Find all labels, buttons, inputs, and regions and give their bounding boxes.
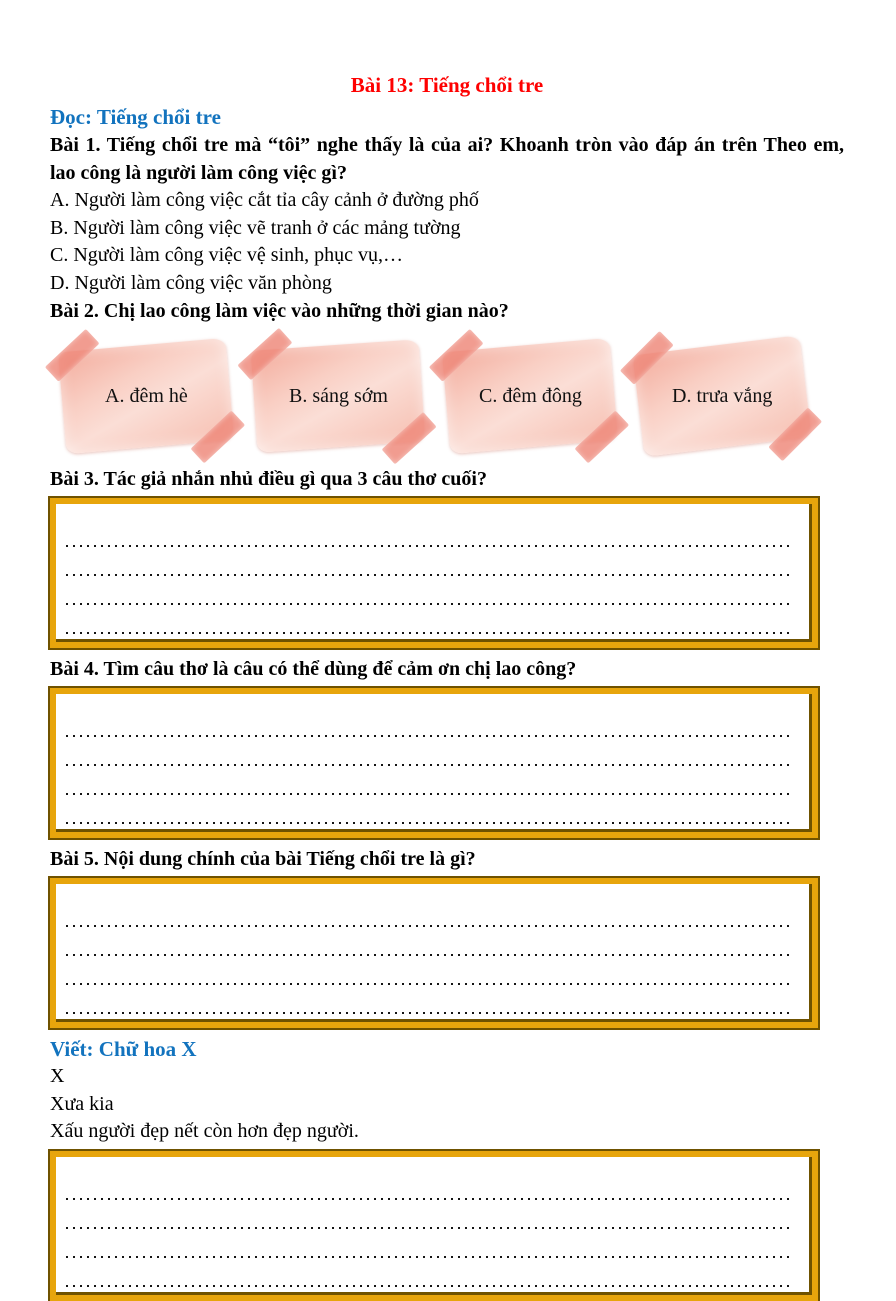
viet-practice-box: [50, 1151, 818, 1301]
answer-line: [66, 1258, 794, 1287]
exercise1-option-c: C. Người làm công việc vệ sinh, phục vụ,…: [50, 244, 404, 266]
viet-line-letter: X: [50, 1065, 65, 1087]
answer-line: [66, 576, 794, 605]
viet-line-sentence: Xấu người đẹp nết còn hơn đẹp người.: [50, 1120, 359, 1142]
answer-line: [66, 547, 794, 576]
exercise4-prompt: Bài 4. Tìm câu thơ là câu có thể dùng để cảm ơn chị lao công?: [50, 658, 577, 680]
exercise2-answer-cards: [62, 335, 844, 457]
answer-line: [66, 518, 794, 547]
exercise5-prompt: Bài 5. Nội dung chính của bài Tiếng chổi tre là gì?: [50, 848, 476, 870]
answer-line: [66, 898, 794, 927]
viet-section-heading: Viết: Chữ hoa X: [50, 1037, 197, 1061]
exercise1-prompt: Bài 1. Tiếng chổi tre mà “tôi” nghe thấy là của ai? Khoanh tròn vào đáp án trên Theo em, lao công là người làm công việc gì?: [50, 134, 844, 184]
answer-card-a: [58, 338, 234, 454]
exercise1-options: [50, 187, 844, 297]
exercise1-option-a: A. Người làm công việc cắt tỉa cây cảnh ở đường phố: [50, 189, 479, 211]
answer-line: [66, 1171, 794, 1200]
answer-card-a-label: A. đêm hè: [104, 384, 188, 407]
viet-line-word: Xưa kia: [50, 1092, 114, 1115]
exercise1-option-b: B. Người làm công việc vẽ tranh ở các mảng tường: [50, 216, 461, 239]
answer-card-b-label: B. sáng sớm: [288, 384, 388, 407]
answer-line: [66, 766, 794, 795]
answer-line: [66, 708, 794, 737]
answer-line: [66, 737, 794, 766]
answer-line: [66, 795, 794, 824]
answer-line: [66, 956, 794, 985]
page-title: Bài 13: Tiếng chổi tre: [350, 73, 544, 97]
doc-section-heading: Đọc: Tiếng chổi tre: [50, 105, 221, 129]
exercise5-answer-box: [50, 878, 818, 1028]
answer-card-c: [442, 338, 618, 454]
exercise4-answer-box: [50, 688, 818, 838]
answer-card-b: [251, 339, 426, 452]
answer-card-d: [632, 335, 811, 457]
answer-line: [66, 605, 794, 634]
answer-line: [66, 985, 794, 1014]
exercise2-prompt: Bài 2. Chị lao công làm việc vào những thời gian nào?: [50, 300, 509, 322]
exercise3-prompt: Bài 3. Tác giả nhắn nhủ điều gì qua 3 câu thơ cuối?: [50, 468, 487, 490]
exercise3-answer-box: [50, 498, 818, 648]
exercise1-option-d: D. Người làm công việc văn phòng: [50, 271, 332, 294]
answer-card-d-label: D. trưa vắng: [671, 384, 773, 407]
answer-line: [66, 927, 794, 956]
answer-line: [66, 1229, 794, 1258]
answer-card-c-label: C. đêm đông: [478, 384, 582, 407]
answer-line: [66, 1200, 794, 1229]
